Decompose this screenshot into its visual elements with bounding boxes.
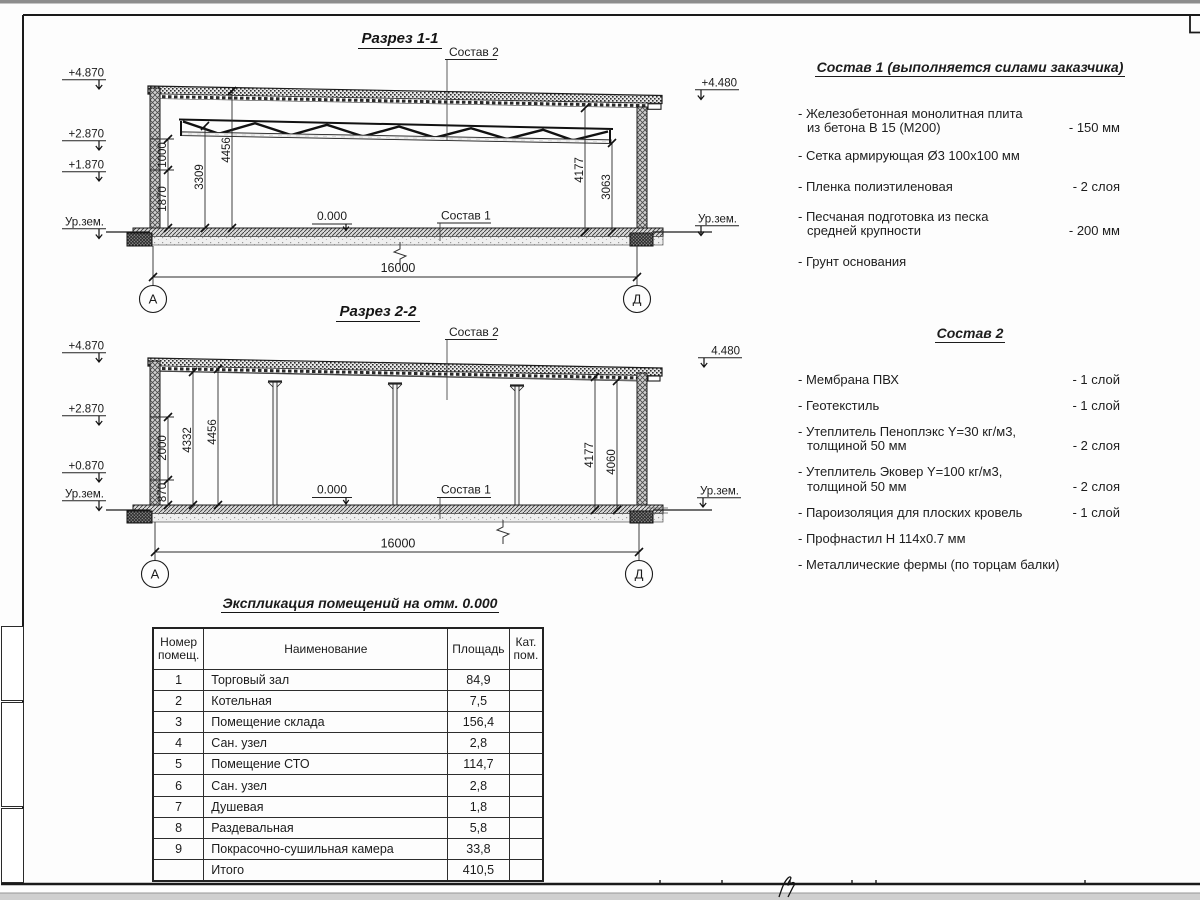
elev-2870: +2.870 (68, 403, 104, 416)
dim-ticks (164, 365, 621, 514)
dim-2000: 2000 (157, 435, 169, 461)
item-text: - Песчаная подготовка из песка (798, 208, 989, 224)
cell-category (509, 859, 543, 881)
cell-category (509, 733, 543, 754)
sostav1-leader-label: Состав 1 (441, 482, 491, 497)
cell-number: 9 (153, 838, 204, 859)
sostav1-block (798, 60, 1142, 282)
cell-name: Помещение СТО (204, 754, 448, 775)
elev-ground-left: Ур.зем. (64, 488, 104, 501)
item-text: - Пленка полиэтиленовая (798, 179, 953, 194)
cell-area: 1,8 (448, 796, 509, 817)
cell-name: Покрасочно-сушильная камера (204, 838, 448, 859)
dim-3309: 3309 (194, 164, 206, 190)
item-text: - Металлические фермы (по торцам балки) (798, 556, 1060, 572)
item-value: - 2 слоя (1072, 179, 1120, 194)
table-row (153, 817, 543, 838)
cell-category (509, 796, 543, 817)
table-row (153, 754, 543, 775)
span-16000: 16000 (380, 536, 416, 551)
list-item (798, 149, 1142, 164)
cell-name: Раздевальная (204, 817, 448, 838)
cell-area: 2,8 (448, 733, 509, 754)
item-text: - Утеплитель Эковер Y=100 кг/м3, (798, 464, 1003, 479)
sostav2-leader-label: Состав 2 (449, 45, 499, 59)
roof-truss (179, 120, 613, 144)
sostav2-block (798, 326, 1142, 584)
item-text: - Мембрана ПВХ (798, 371, 899, 387)
item-text: - Железобетонная монолитная плита (798, 105, 1023, 121)
item-value: - 2 слоя (1072, 438, 1120, 453)
sostav2-title-text: Состав 2 (936, 325, 1004, 341)
explication-title (198, 595, 522, 613)
sostav2-leader-label: Состав 2 (449, 325, 499, 339)
cell-category (509, 670, 543, 691)
item-text: - Сетка армирующая Ø3 100х100 мм (798, 147, 1020, 163)
dim-lines (150, 91, 612, 232)
item-text2: средней крупности (807, 223, 921, 238)
item-value: - 1 слой (1072, 371, 1120, 387)
sostav2-title (798, 326, 1142, 343)
span-16000: 16000 (380, 261, 416, 275)
section-2-2-title-text: Разрез 2-2 (336, 303, 419, 322)
cell-name: Итого (204, 859, 448, 881)
dim-1000: 1000 (157, 142, 169, 168)
axis-circle-d: Д (634, 566, 644, 582)
cell-name: Помещение склада (204, 712, 448, 733)
list-item (798, 210, 1142, 239)
list-item (798, 180, 1142, 195)
cell-name: Душевая (204, 796, 448, 817)
dim-4177: 4177 (574, 157, 586, 183)
list-item (798, 399, 1142, 414)
cell-name: Сан. узел (204, 775, 448, 796)
table-row (153, 733, 543, 754)
item-value: - 1 слой (1072, 504, 1120, 520)
list-item (798, 465, 1142, 494)
elevation-marks-left (62, 68, 106, 239)
list-item (798, 558, 1142, 573)
section-1-1-title-text: Разрез 1-1 (358, 30, 441, 49)
header-room-name: Наименование (204, 628, 448, 670)
dim-870: 870 (157, 482, 169, 503)
dim-1870: 1870 (157, 186, 169, 212)
binding-cell (1, 808, 24, 883)
dim-4177: 4177 (584, 442, 596, 468)
cell-number: 3 (153, 712, 204, 733)
cell-number: 6 (153, 775, 204, 796)
binding-cell (1, 702, 24, 807)
item-text: - Профнастил Н 114х0.7 мм (798, 530, 966, 546)
item-value: - 150 мм (1068, 120, 1120, 135)
list-item (798, 532, 1142, 547)
cell-name: Торговый зал (204, 670, 448, 691)
cell-name: Котельная (204, 691, 448, 712)
elev-2870: +2.870 (68, 128, 104, 141)
cell-number: 5 (153, 754, 204, 775)
cell-category (509, 838, 543, 859)
table-row (153, 796, 543, 817)
list-item (798, 506, 1142, 521)
dim-4060: 4060 (606, 449, 618, 475)
cell-category (509, 691, 543, 712)
elev-4870: +4.870 (68, 340, 104, 353)
cell-area: 5,8 (448, 817, 509, 838)
item-text2: из бетона В 15 (М200) (807, 120, 941, 135)
cell-number: 1 (153, 670, 204, 691)
cell-area: 84,9 (448, 670, 509, 691)
cell-name: Сан. узел (204, 733, 448, 754)
cell-area: 2,8 (448, 775, 509, 796)
item-text: - Утеплитель Пеноплэкс Y=30 кг/м3, (798, 423, 1017, 439)
elev-ground-right: Ур.зем. (699, 485, 739, 498)
elev-4870: +4.870 (68, 67, 104, 80)
axis-circle-d: Д (632, 291, 642, 307)
cell-category (509, 754, 543, 775)
section-2-2-title (316, 303, 440, 322)
elev-1870: +1.870 (68, 159, 104, 172)
list-item (798, 255, 1142, 270)
axis-circle-a: А (148, 291, 158, 307)
elevation-marks-left (62, 341, 106, 511)
cell-number: 4 (153, 733, 204, 754)
cell-number (153, 859, 204, 881)
item-text2: толщиной 50 мм (807, 478, 907, 494)
table-row (153, 775, 543, 796)
table-row-total (153, 859, 543, 881)
sostav1-leader-label: Состав 1 (441, 208, 491, 223)
item-text: - Грунт основания (798, 253, 907, 269)
elev-ground-right: Ур.зем. (697, 213, 737, 226)
list-item (798, 425, 1142, 454)
section-1-1 (62, 45, 739, 313)
elevation-marks-right (695, 78, 739, 236)
zero-level-label: 0.000 (316, 209, 348, 223)
item-text2: толщиной 50 мм (807, 438, 907, 453)
list-item (798, 107, 1142, 136)
section-2-2 (62, 325, 742, 588)
elev-4480: +4.480 (701, 77, 737, 90)
dim-lines (150, 369, 617, 510)
explication-table (152, 627, 544, 882)
table-row (153, 670, 543, 691)
list-item (798, 373, 1142, 388)
cell-category (509, 712, 543, 733)
elevation-marks-right (697, 346, 742, 508)
cell-category (509, 817, 543, 838)
item-value: - 200 мм (1068, 223, 1120, 238)
dim-4332: 4332 (182, 427, 194, 453)
span-dimension (142, 522, 653, 588)
cell-area: 33,8 (448, 838, 509, 859)
dim-3063: 3063 (601, 174, 613, 200)
axis-circle-a: А (150, 566, 160, 582)
cell-area: 156,4 (448, 712, 509, 733)
cell-area: 410,5 (448, 859, 509, 881)
cell-category (509, 775, 543, 796)
sostav1-title-text: Состав 1 (выполняется силами заказчика) (816, 59, 1124, 75)
table-row (153, 838, 543, 859)
header-area: Площадь (448, 628, 509, 670)
item-value: - 2 слоя (1072, 478, 1120, 494)
cell-area: 7,5 (448, 691, 509, 712)
elev-4480: 4.480 (711, 345, 740, 358)
cell-number: 2 (153, 691, 204, 712)
sostav1-title (798, 60, 1142, 77)
dim-4456: 4456 (207, 419, 219, 445)
explication-title-text: Экспликация помещений на отм. 0.000 (222, 595, 498, 611)
item-text: - Пароизоляция для плоских кровель (798, 504, 1023, 520)
table-header-row (153, 628, 543, 670)
cell-number: 8 (153, 817, 204, 838)
header-category: Кат. пом. (509, 628, 543, 670)
cell-number: 7 (153, 796, 204, 817)
section-1-1-title (338, 30, 462, 49)
item-text: - Геотекстиль (798, 397, 880, 413)
binding-cell (1, 626, 24, 701)
dim-4456: 4456 (221, 137, 233, 163)
header-room-number: Номер помещ. (153, 628, 204, 670)
cell-area: 114,7 (448, 754, 509, 775)
table-row (153, 712, 543, 733)
table-row (153, 691, 543, 712)
zero-level-label: 0.000 (316, 482, 348, 497)
elev-0870: +0.870 (68, 460, 104, 473)
elev-ground-left: Ур.зем. (64, 216, 104, 229)
item-value: - 1 слой (1072, 397, 1120, 413)
